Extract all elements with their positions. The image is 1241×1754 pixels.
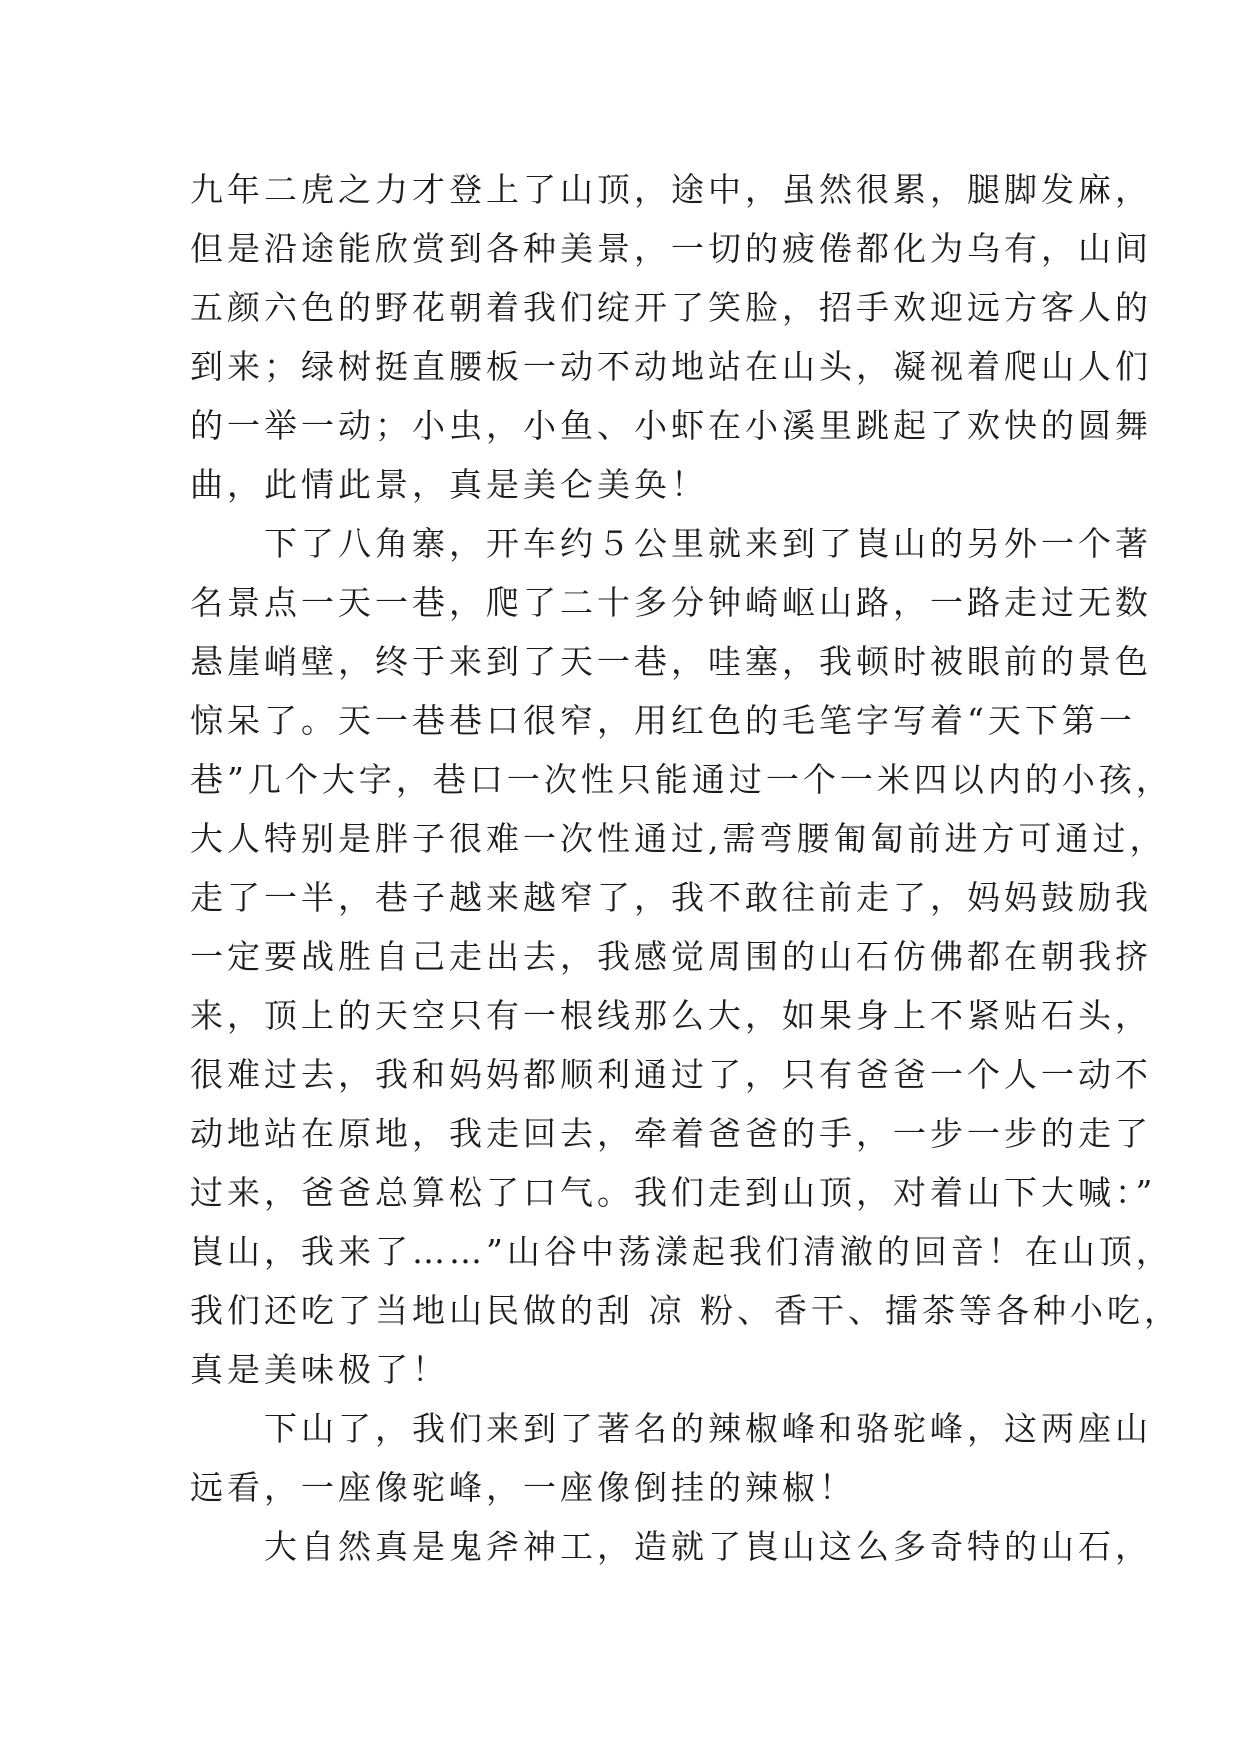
paragraph-start-line: 下山了，我们来到了著名的辣椒峰和骆驼峰，这两座山 — [190, 1409, 1152, 1448]
text-line: 惊呆了。天一巷巷口很窄，用红色的毛笔字写着“天下第一 — [190, 701, 1136, 740]
paragraph-start-line: 大自然真是鬼斧神工，造就了崀山这么多奇特的山石， — [190, 1527, 1152, 1566]
text-line: 但是沿途能欣赏到各种美景，一切的疲倦都化为乌有，山间 — [190, 229, 1152, 268]
text-line: 真是美味极了！ — [190, 1350, 449, 1389]
text-line: 走了一半，巷子越来越窄了，我不敢往前走了，妈妈鼓励我 — [190, 878, 1152, 917]
text-line: 名景点一天一巷，爬了二十多分钟崎岖山路，一路走过无数 — [190, 583, 1152, 622]
text-line: 到来；绿树挺直腰板一动不动地站在山头，凝视着爬山人们 — [190, 347, 1152, 386]
text-line: 九年二虎之力才登上了山顶，途中，虽然很累，腿脚发麻， — [190, 170, 1152, 209]
text-line: 崀山，我来了……”山谷中荡漾起我们清澈的回音！在山顶， — [190, 1232, 1173, 1271]
paragraph-start-line: 下了八角寨，开车约５公里就来到了崀山的另外一个著 — [190, 524, 1152, 563]
body-text — [190, 160, 1181, 1576]
text-line: 很难过去，我和妈妈都顺利通过了，只有爸爸一个人一动不 — [190, 1055, 1152, 1094]
text-line: 一定要战胜自己走出去，我感觉周围的山石仿佛都在朝我挤 — [190, 937, 1152, 976]
text-line: 来，顶上的天空只有一根线那么大，如果身上不紧贴石头， — [190, 996, 1152, 1035]
text-line: 的一举一动；小虫，小鱼、小虾在小溪里跳起了欢快的圆舞 — [190, 406, 1152, 445]
text-line: 五颜六色的野花朝着我们绽开了笑脸，招手欢迎远方客人的 — [190, 288, 1152, 327]
text-line: 我们还吃了当地山民做的刮 凉 粉、香干、擂茶等各种小吃， — [190, 1291, 1181, 1330]
text-line: 悬崖峭壁，终于来到了天一巷，哇塞，我顿时被眼前的景色 — [190, 642, 1152, 681]
text-line: 曲，此情此景，真是美仑美奂！ — [190, 465, 708, 504]
text-line: 巷”几个大字，巷口一次性只能通过一个一米四以内的小孩， — [190, 760, 1173, 799]
text-line: 过来，爸爸总算松了口气。我们走到山顶，对着山下大喊：” — [190, 1173, 1157, 1212]
text-line: 大人特别是胖子很难一次性通过,需弯腰匍匐前进方可通过， — [190, 819, 1167, 858]
text-line: 动地站在原地，我走回去，牵着爸爸的手，一步一步的走了 — [190, 1114, 1152, 1153]
text-line: 远看，一座像驼峰，一座像倒挂的辣椒！ — [190, 1468, 856, 1507]
